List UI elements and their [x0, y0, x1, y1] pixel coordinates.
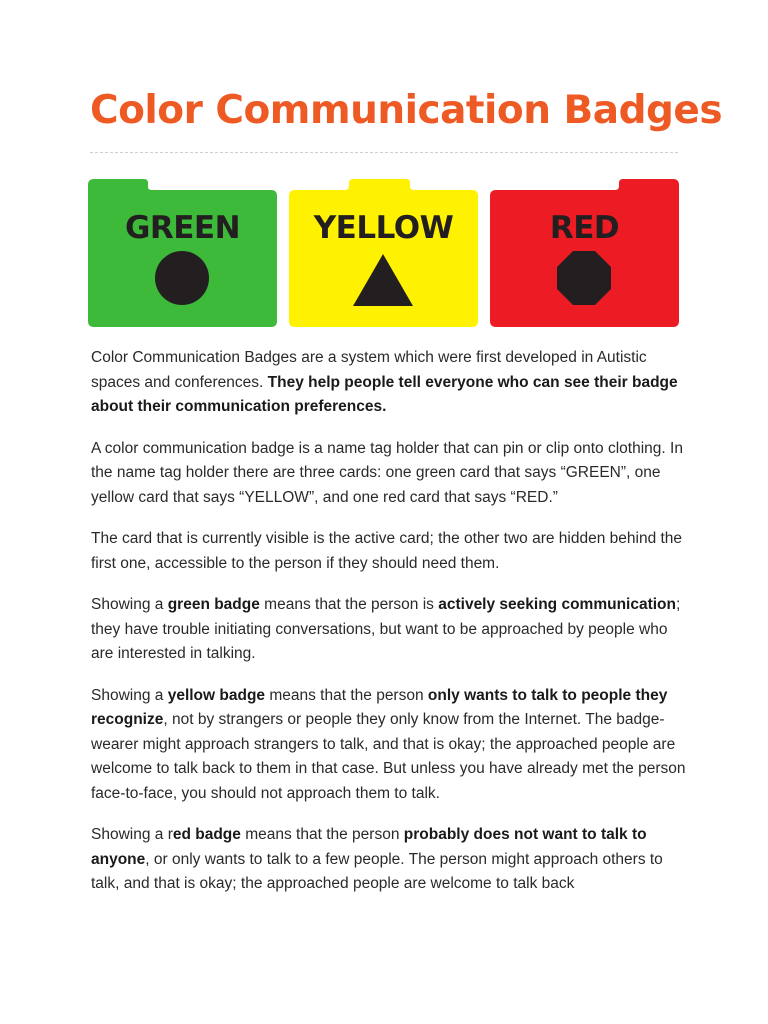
- triangle-icon: [353, 249, 413, 309]
- paragraph-red: [91, 823, 691, 897]
- bold-text: ed badge: [172, 826, 241, 843]
- bold-text: only wants to talk to people they recognize: [91, 686, 668, 728]
- circle-icon-shape: [155, 251, 209, 305]
- text-segment: means that the person is: [259, 596, 439, 613]
- badge-card-yellow: [289, 179, 478, 327]
- octagon-icon: [554, 249, 614, 309]
- title-divider: [90, 152, 678, 153]
- text-segment: A color communication badge is a name tag holder that can pin or clip onto clothing. In the name tag holder there are three cards: one green card that says “GREEN”, one yellow card that says “YELLOW”, and one red card that says “RED.”: [91, 439, 683, 506]
- bold-text: They help people tell everyone who can see their badge about their communication preferences.: [91, 373, 678, 415]
- paragraph-green: [91, 593, 691, 667]
- paragraph-holder: [91, 437, 691, 511]
- triangle-icon-shape: [353, 254, 413, 306]
- octagon-icon-shape: [557, 251, 611, 305]
- bold-text: green badge: [167, 596, 260, 613]
- badge-illustration: [88, 179, 680, 327]
- paragraph-active-card: [91, 527, 691, 576]
- text-segment: ; they have trouble initiating conversations, but want to be approached by people who are interested in talking.: [91, 596, 681, 662]
- text-segment: means that the person: [240, 826, 404, 843]
- article-body: [91, 346, 691, 914]
- bold-text: actively seeking communication: [438, 596, 676, 613]
- bold-text: probably does not want to talk to anyone: [91, 826, 647, 868]
- paragraph-intro: [91, 346, 691, 420]
- bold-text: yellow badge: [167, 686, 266, 704]
- circle-icon: [152, 249, 212, 309]
- text-segment: , not by strangers or people they only know from the Internet. The badge-wearer might approach strangers to talk, and that is okay; the approached people are welcome to talk back to them in that case. But unless you have already met the person face-to-face, you should not approach them to talk.: [91, 711, 686, 802]
- text-segment: Color Communication Badges are a system which were first developed in Autistic spaces and conferences.: [91, 349, 647, 391]
- badge-label-red: RED: [549, 210, 620, 246]
- badge-card-green: [88, 179, 277, 327]
- badge-label-yellow: YELLOW: [313, 210, 454, 246]
- page-title: Color Communication Badges: [90, 88, 723, 133]
- text-segment: Showing a r: [91, 826, 173, 843]
- text-segment: Showing a: [91, 686, 168, 704]
- text-segment: means that the person: [265, 686, 428, 704]
- text-segment: , or only wants to talk to a few people. The person might approach others to talk, and that is okay; the approached people are welcome to talk back: [91, 850, 663, 892]
- paragraph-yellow: [91, 684, 691, 807]
- text-segment: Showing a: [91, 596, 168, 613]
- badge-label-green: GREEN: [124, 210, 241, 246]
- text-segment: The card that is currently visible is the active card; the other two are hidden behind the first one, accessible to the person if they should need them.: [91, 530, 683, 572]
- badge-card-red: [490, 179, 679, 327]
